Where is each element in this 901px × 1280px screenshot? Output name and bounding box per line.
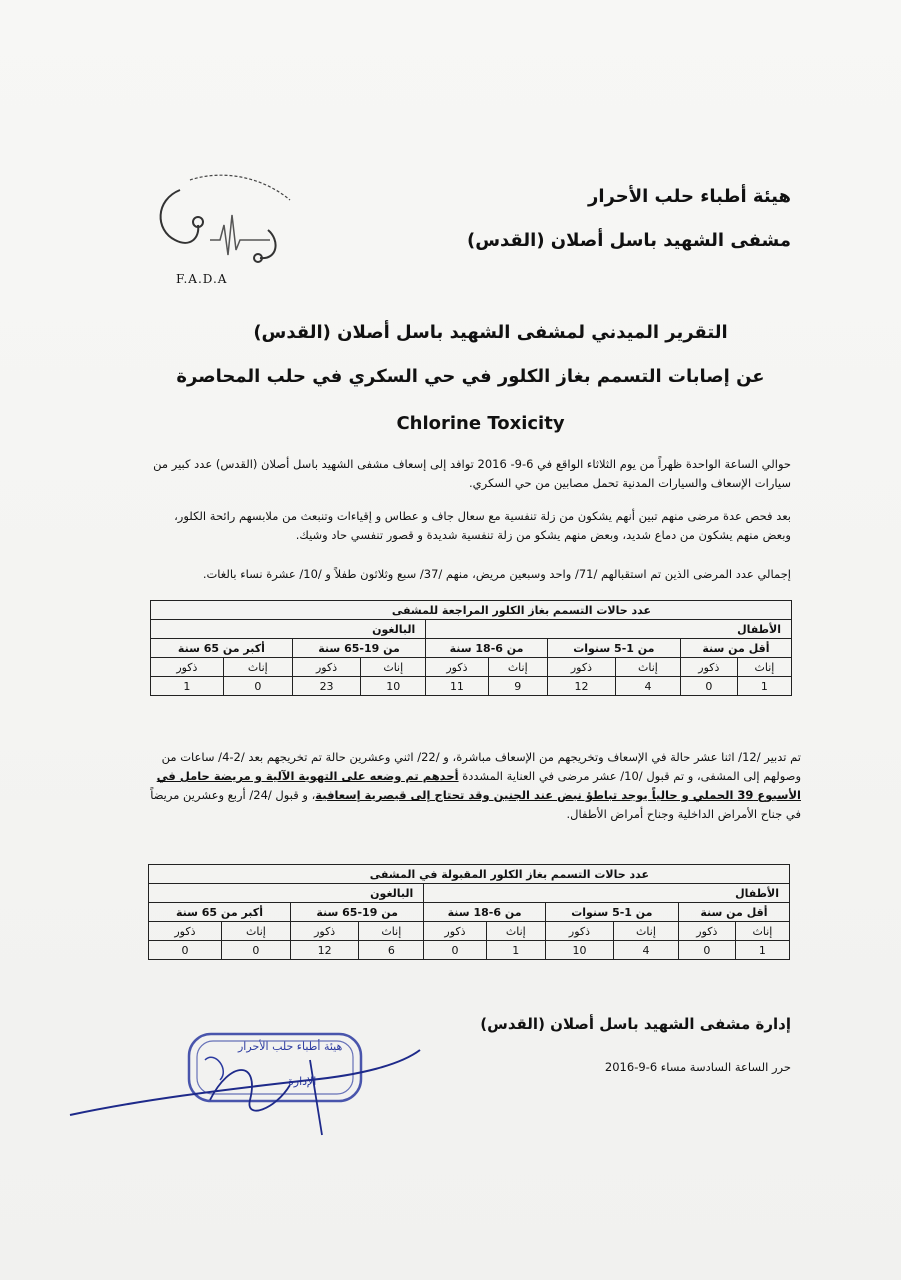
cell-value: 12 — [290, 941, 358, 960]
header-male: ذكور — [149, 922, 222, 941]
cell-value: 23 — [292, 677, 360, 696]
table-caption: عدد حالات التسمم بغاز الكلور المقبولة في المشفى — [149, 865, 790, 884]
hospital-name: مشفى الشهيد باسل أصلان (القدس) — [466, 230, 791, 251]
age-group: من 19-65 سنة — [292, 639, 425, 658]
header-female: إناث — [737, 658, 791, 677]
cell-value: 0 — [223, 677, 292, 696]
cell-value: 12 — [547, 677, 615, 696]
cell-value: 0 — [678, 941, 735, 960]
p4-underlined: أحدهم تم وضعه على التهوية الآلية و مريضة حامل في الأسبوع 39 الحملي و حالياً يوجد تباطؤ نبض عند الجنين وقد تحتاج إلى قيصرية إسعافية — [156, 769, 801, 802]
age-group: أقل من سنة — [680, 639, 791, 658]
cell-value: 4 — [616, 677, 681, 696]
table-row — [151, 677, 792, 696]
table-cases-admitted — [148, 864, 790, 960]
english-title: Chlorine Toxicity — [396, 413, 565, 434]
paragraph-arrival: حوالي الساعة الواحدة ظهراً من يوم الثلاثاء الواقع في 6-9- 2016 توافد إلى إسعاف مشفى الشهيد باسل أصلان (القدس) عدد كبير من سيارات الإسعاف والسيارات المدنية تحمل مصابين من حي السكري. — [153, 457, 791, 490]
cell-value: 1 — [737, 677, 791, 696]
paragraph-symptoms: بعد فحص عدة مرضى منهم تبين أنهم يشكون من زلة تنفسية مع سعال جاف و عطاس و إقياءات وتنبعث من ملابسهم رائحة الكلور، وبعض منهم يشكون من دماع شديد، وبعض منهم يشكو من زلة تنفسية شديدة و قصور تنفسي حاد وشيك. — [174, 509, 791, 542]
header-female: إناث — [221, 922, 290, 941]
cell-value: 11 — [426, 677, 488, 696]
group-children: الأطفال — [426, 620, 792, 639]
report-subtitle: عن إصابات التسمم بغاز الكلور في حي السكري في حلب المحاصرة — [176, 366, 765, 387]
cell-value: 0 — [680, 677, 737, 696]
cell-value: 1 — [735, 941, 789, 960]
age-group: من 1-5 سنوات — [545, 903, 678, 922]
cell-value: 6 — [359, 941, 424, 960]
table-row — [149, 941, 790, 960]
table-caption: عدد حالات التسمم بغاز الكلور المراجعة للمشفى — [151, 601, 792, 620]
written-timestamp: حرر الساعة السادسة مساء 6-9-2016 — [604, 1060, 791, 1074]
header-male: ذكور — [424, 922, 486, 941]
group-children: الأطفال — [424, 884, 790, 903]
header-male: ذكور — [678, 922, 735, 941]
management-signature-line: إدارة مشفى الشهيد باسل أصلان (القدس) — [480, 1015, 791, 1033]
header-female: إناث — [223, 658, 292, 677]
p4-text-a: تم تدبير /12/ اثنا عشر حالة في الإسعاف وتخريجهم من الإسعاف مباشرة، و /22/ اثني وعشرين حالة تم تخريجهم بعد /2-4/ ساعات من وصولهم إلى المشفى، و تم قبول /10/ عشر مرضى في العناية المشددة — [161, 750, 801, 783]
cell-value: 4 — [614, 941, 679, 960]
stamp-dept-text: الإدارة — [288, 1075, 317, 1088]
header-female: إناث — [616, 658, 681, 677]
age-group: من 19-65 سنة — [290, 903, 423, 922]
header-male: ذكور — [151, 658, 224, 677]
cell-value: 0 — [221, 941, 290, 960]
handwritten-signature-icon — [60, 1040, 460, 1140]
cell-value: 9 — [488, 677, 547, 696]
header-female: إناث — [361, 658, 426, 677]
header-female: إناث — [614, 922, 679, 941]
header-female: إناث — [359, 922, 424, 941]
cell-value: 10 — [361, 677, 426, 696]
age-group: أكبر من 65 سنة — [149, 903, 291, 922]
table-cases-received — [150, 600, 792, 696]
header-male: ذكور — [290, 922, 358, 941]
header-female: إناث — [735, 922, 789, 941]
age-group: أقل من سنة — [678, 903, 789, 922]
cell-value: 10 — [545, 941, 613, 960]
header-male: ذكور — [292, 658, 360, 677]
group-adults: البالغون — [151, 620, 426, 639]
org-name: هيئة أطباء حلب الأحرار — [588, 186, 791, 207]
stamp-org-text: هيئة أطباء حلب الأحرار — [238, 1040, 343, 1053]
group-adults: البالغون — [149, 884, 424, 903]
cell-value: 1 — [486, 941, 545, 960]
paragraph-totals: إجمالي عدد المرضى الذين تم استقبالهم /71/ واحد وسبعين مريض، منهم /37/ سبع وثلاثون طفلاً و /10/ عشرة نساء بالغات. — [202, 567, 791, 581]
header-male: ذكور — [545, 922, 613, 941]
header-female: إناث — [486, 922, 545, 941]
header-male: ذكور — [547, 658, 615, 677]
cell-value: 0 — [149, 941, 222, 960]
header-female: إناث — [488, 658, 547, 677]
logo-text: F.A.D.A — [176, 272, 228, 286]
p4-text-b: ، و قبول /24/ أربع وعشرين مريضاً في جناح الأمراض الداخلية وجناح أمراض الأطفال. — [150, 788, 801, 821]
paragraph-management — [141, 748, 801, 824]
cell-value: 1 — [151, 677, 224, 696]
cell-value: 0 — [424, 941, 486, 960]
age-group: من 6-18 سنة — [424, 903, 546, 922]
header-male: ذكور — [426, 658, 488, 677]
header-male: ذكور — [680, 658, 737, 677]
age-group: أكبر من 65 سنة — [151, 639, 293, 658]
age-group: من 6-18 سنة — [426, 639, 548, 658]
report-title: التقرير الميدني لمشفى الشهيد باسل أصلان (القدس) — [253, 322, 728, 343]
age-group: من 1-5 سنوات — [547, 639, 680, 658]
